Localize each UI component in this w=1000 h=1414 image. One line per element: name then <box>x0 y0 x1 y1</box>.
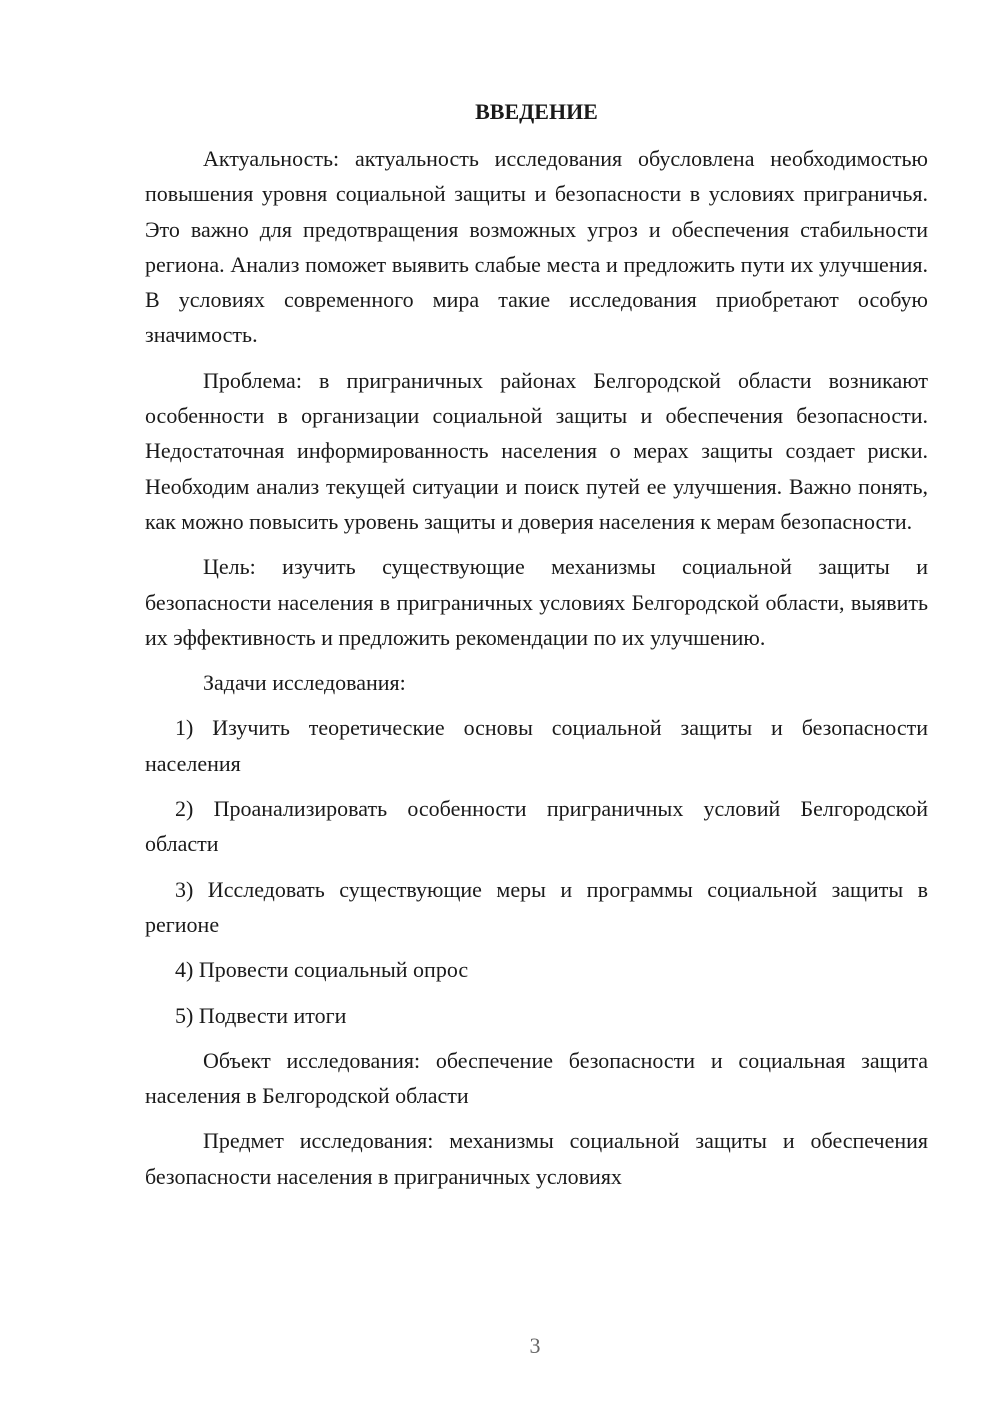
section-title: ВВЕДЕНИЕ <box>475 99 598 124</box>
object-paragraph: Объект исследования: обеспечение безопасности и социальная защита населения в Белгородской области <box>145 1047 928 1109</box>
relevance-paragraph: Актуальность: актуальность исследования обусловлена необходимостью повышения уровня социальной защиты и безопасности в условиях приграничья. Это важно для предотвращения возможных угроз и обеспечения стабильности региона. Анализ поможет выявить слабые места и предложить пути их улучшения. В условиях современного мира такие исследования приобретают особую значимость. <box>145 146 928 348</box>
tasks-list <box>145 710 928 1032</box>
task-item: 2) Проанализировать особенности приграничных условий Белгородской области <box>145 796 928 857</box>
document-page <box>145 94 928 1204</box>
task-item: 4) Провести социальный опрос <box>175 957 469 983</box>
tasks-heading: Задачи исследования: <box>203 670 406 696</box>
page-number: 3 <box>529 1333 541 1358</box>
task-item: 3) Исследовать существующие меры и программы социальной защиты в регионе <box>145 876 928 937</box>
task-item: 1) Изучить теоретические основы социальной защиты и безопасности населения <box>145 715 928 776</box>
goal-paragraph: Цель: изучить существующие механизмы социальной защиты и безопасности населения в приграничных условиях Белгородской области, выявить их эффективность и предложить рекомендации по их улучшению. <box>145 554 928 650</box>
subject-paragraph: Предмет исследования: механизмы социальной защиты и обеспечения безопасности населения в приграничных условиях <box>145 1128 928 1189</box>
problem-paragraph: Проблема: в приграничных районах Белгородской области возникают особенности в организации социальной защиты и обеспечения безопасности. Недостаточная информированность населения о мерах защиты создает риски. Необходим анализ текущей ситуации и поиск путей ее улучшения. Важно понять, как можно повысить уровень защиты и доверия населения к мерам безопасности. <box>145 367 928 534</box>
task-item: 5) Подвести итоги <box>175 1002 347 1028</box>
